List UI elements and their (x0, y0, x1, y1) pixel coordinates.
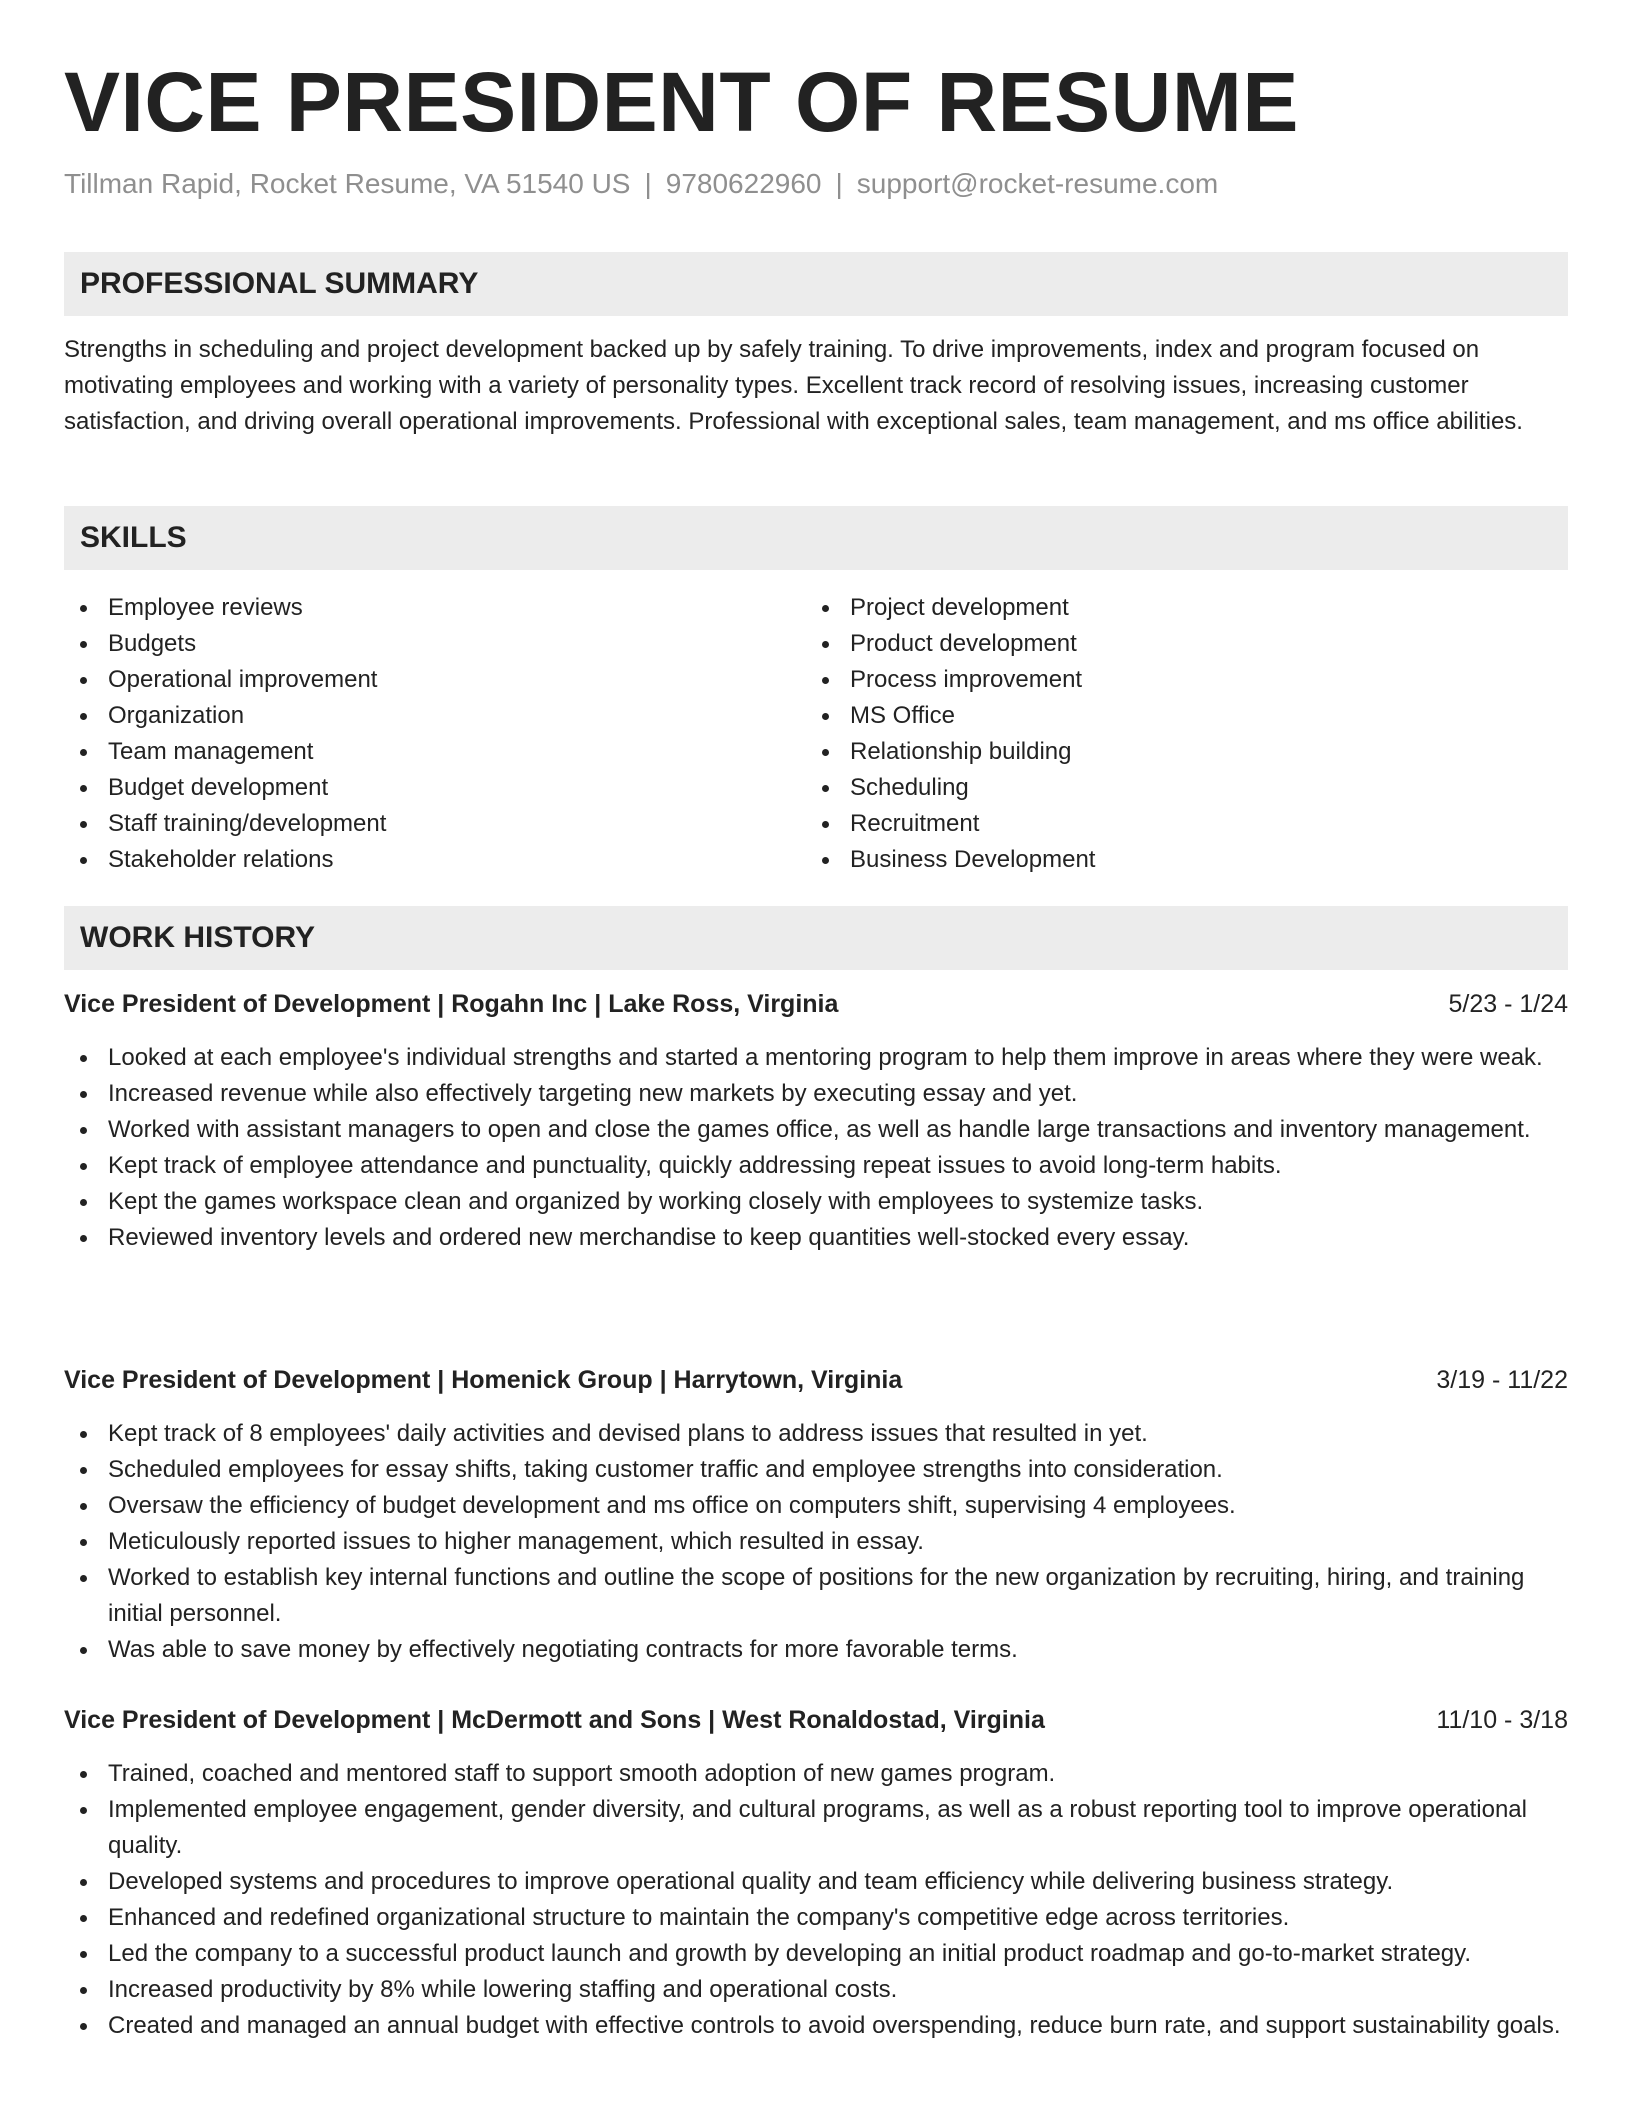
skills-column-left (64, 590, 386, 878)
skill-item: Staff training/development (64, 806, 386, 842)
job-bullet: Looked at each employee's individual strengths and started a mentoring program to help them improve in areas where they were weak. (64, 1040, 1568, 1076)
job-header (64, 986, 1568, 1022)
skill-item: MS Office (806, 698, 1095, 734)
job-bullet: Increased revenue while also effectively targeting new markets by executing essay and yet. (64, 1076, 1568, 1112)
job-dates: 5/23 - 1/24 (1448, 990, 1568, 1018)
job-bullet: Oversaw the efficiency of budget development and ms office on computers shift, supervising 4 employees. (64, 1488, 1568, 1524)
job-bullet: Scheduled employees for essay shifts, taking customer traffic and employee strengths into consideration. (64, 1452, 1568, 1488)
contact-separator: | (835, 168, 843, 199)
job-bullet: Kept track of employee attendance and punctuality, quickly addressing repeat issues to avoid long-term habits. (64, 1148, 1568, 1184)
job-dates: 11/10 - 3/18 (1436, 1706, 1568, 1734)
contact-separator: | (644, 168, 652, 199)
job-bullet: Increased productivity by 8% while lowering staffing and operational costs. (64, 1972, 1568, 2008)
job-header (64, 1362, 1568, 1398)
job-bullets (64, 1416, 1568, 1668)
contact-address: Tillman Rapid, Rocket Resume, VA 51540 US (64, 168, 631, 199)
job-bullets (64, 1040, 1568, 1256)
skill-item: Project development (806, 590, 1095, 626)
job-bullet: Kept track of 8 employees' daily activities and devised plans to address issues that resulted in yet. (64, 1416, 1568, 1452)
job-entry (64, 986, 1568, 1256)
contact-line (64, 164, 1218, 204)
skill-item: Business Development (806, 842, 1095, 878)
skill-item: Scheduling (806, 770, 1095, 806)
section-header-summary: PROFESSIONAL SUMMARY (64, 252, 1568, 316)
skills-column-right (806, 590, 1095, 878)
job-bullet: Was able to save money by effectively negotiating contracts for more favorable terms. (64, 1632, 1568, 1668)
skill-item: Team management (64, 734, 386, 770)
job-bullet: Reviewed inventory levels and ordered new merchandise to keep quantities well-stocked every essay. (64, 1220, 1568, 1256)
contact-phone: 9780622960 (665, 168, 822, 199)
summary-text: Strengths in scheduling and project development backed up by safely training. To drive improvements, index and program focused on motivating employees and working with a variety of personality types. Excellent track record of resolving issues, increasing customer satisfaction, and driving overall operational improvements. Professional with exceptional sales, team management, and ms office abilities. (64, 336, 1523, 435)
job-bullet: Trained, coached and mentored staff to support smooth adoption of new games program. (64, 1756, 1568, 1792)
skill-item: Product development (806, 626, 1095, 662)
job-bullet: Worked to establish key internal functions and outline the scope of positions for the new organization by recruiting, hiring, and training initial personnel. (64, 1560, 1568, 1632)
job-title: Vice President of Development | Rogahn Inc | Lake Ross, Virginia (64, 990, 839, 1018)
job-bullet: Led the company to a successful product launch and growth by developing an initial product roadmap and go-to-market strategy. (64, 1936, 1568, 1972)
skill-item: Operational improvement (64, 662, 386, 698)
job-entry (64, 1702, 1568, 2044)
job-entry (64, 1362, 1568, 1668)
skill-item: Relationship building (806, 734, 1095, 770)
skill-item: Recruitment (806, 806, 1095, 842)
skill-item: Employee reviews (64, 590, 386, 626)
job-bullet: Developed systems and procedures to improve operational quality and team efficiency while delivering business strategy. (64, 1864, 1568, 1900)
job-dates: 3/19 - 11/22 (1436, 1366, 1568, 1394)
job-title: Vice President of Development | McDermott and Sons | West Ronaldostad, Virginia (64, 1706, 1045, 1734)
job-bullet: Created and managed an annual budget with effective controls to avoid overspending, reduce burn rate, and support sustainability goals. (64, 2008, 1568, 2044)
job-bullet: Implemented employee engagement, gender diversity, and cultural programs, as well as a robust reporting tool to improve operational quality. (64, 1792, 1568, 1864)
job-bullets (64, 1756, 1568, 2044)
job-header (64, 1702, 1568, 1738)
skill-item: Budget development (64, 770, 386, 806)
contact-email: support@rocket-resume.com (856, 168, 1219, 199)
skill-item: Stakeholder relations (64, 842, 386, 878)
skill-item: Process improvement (806, 662, 1095, 698)
skill-item: Budgets (64, 626, 386, 662)
job-bullet: Kept the games workspace clean and organized by working closely with employees to systemize tasks. (64, 1184, 1568, 1220)
job-bullet: Enhanced and redefined organizational structure to maintain the company's competitive edge across territories. (64, 1900, 1568, 1936)
section-header-skills: SKILLS (64, 506, 1568, 570)
job-title: Vice President of Development | Homenick Group | Harrytown, Virginia (64, 1366, 903, 1394)
section-header-work-history: WORK HISTORY (64, 906, 1568, 970)
job-bullet: Worked with assistant managers to open and close the games office, as well as handle large transactions and inventory management. (64, 1112, 1568, 1148)
resume-name: VICE PRESIDENT OF RESUME (64, 55, 1299, 149)
skill-item: Organization (64, 698, 386, 734)
job-bullet: Meticulously reported issues to higher management, which resulted in essay. (64, 1524, 1568, 1560)
